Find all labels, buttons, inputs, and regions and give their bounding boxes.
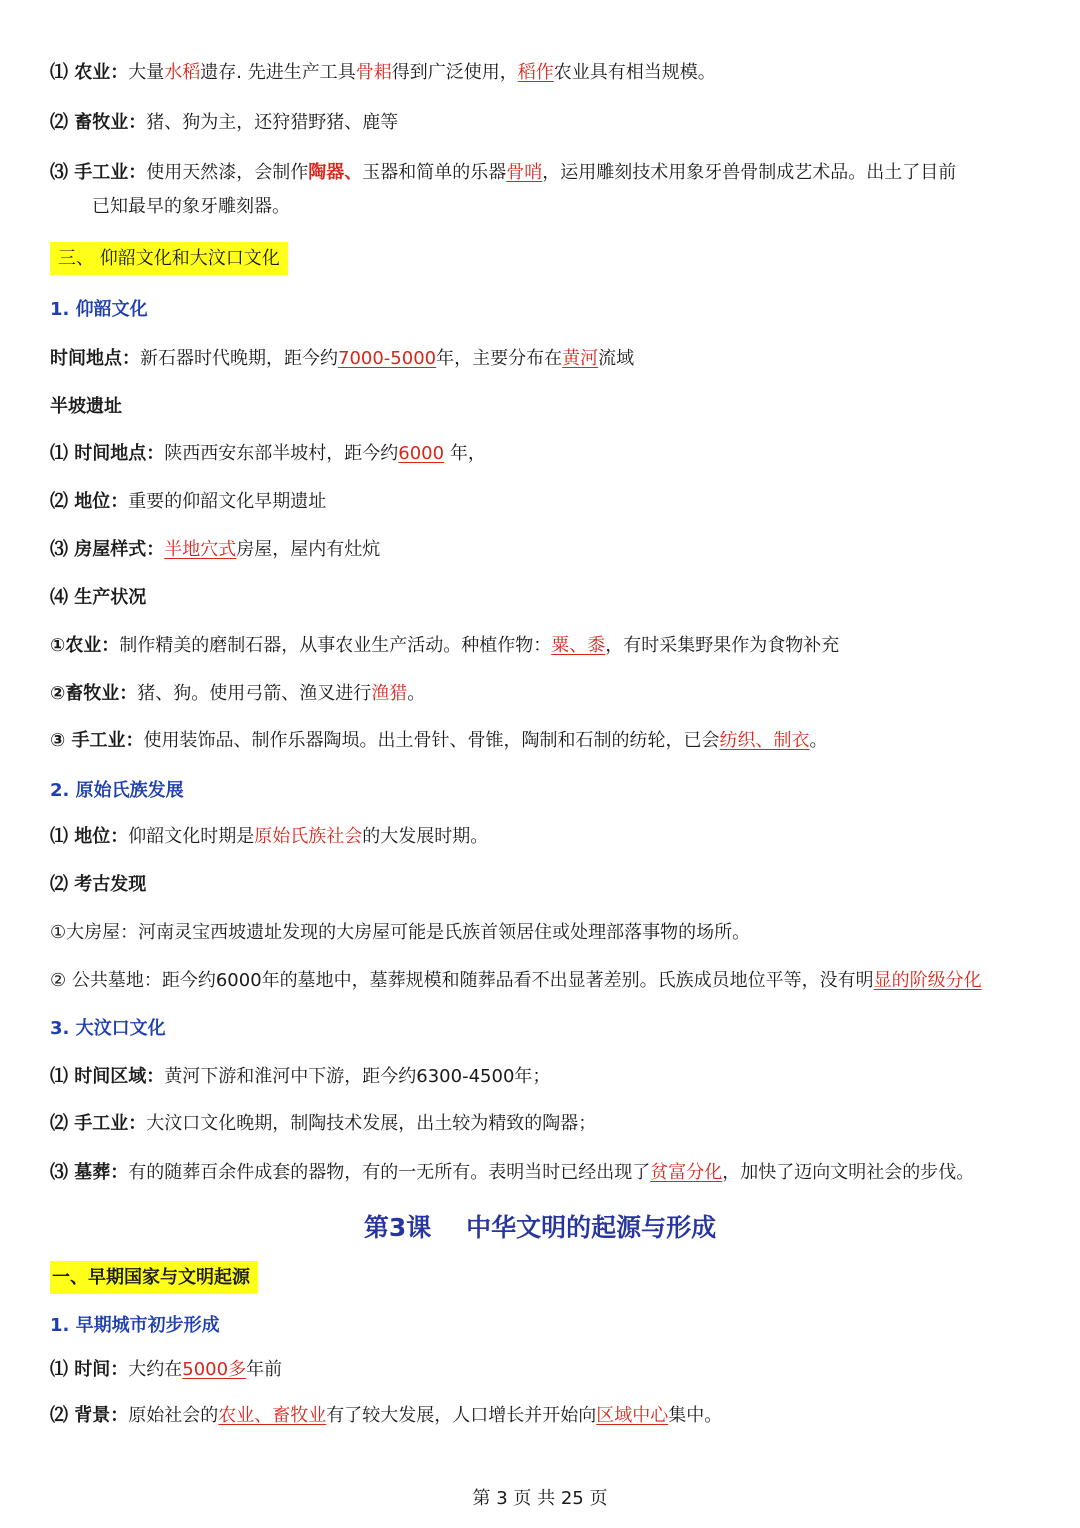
page-number-footer: 第 3 页 共 25 页 [472, 1488, 608, 1509]
line-label: ②畜牧业： [50, 683, 138, 704]
big-house-line: ①大房屋：河南灵宝西坡遗址发现的大房屋可能是氏族首领居住或处理部落事物的场所。 [50, 922, 751, 943]
text: 年， [444, 443, 486, 464]
banpo-agriculture-line [50, 631, 1040, 661]
subheading-yangshao: 1. 仰韶文化 [50, 299, 148, 320]
banpo-status-line [50, 487, 1040, 517]
city-time-line [50, 1355, 1040, 1385]
text: 大约在 [128, 1359, 183, 1380]
text: 大量 [128, 62, 165, 83]
text: 得到广泛使用， [391, 62, 518, 83]
line-label: ⑵ 畜牧业： [50, 112, 147, 133]
text: 重要的仰韶文化早期遗址 [128, 491, 327, 512]
line-label: ⑴ 时间区域： [50, 1066, 165, 1087]
line-label: ⑶ 房屋样式： [50, 539, 165, 560]
husbandry-line [50, 108, 1040, 138]
key-term: 农业、畜牧业 [218, 1405, 327, 1426]
key-term: 渔猎 [371, 683, 408, 704]
text: 。 [407, 683, 426, 704]
text: 猪、狗。使用弓箭、渔叉进行 [137, 683, 372, 704]
section-heading-3 [50, 244, 1040, 274]
key-term: 5000多 [182, 1359, 247, 1380]
text: 陕西西安东部半坡村，距今约 [164, 443, 399, 464]
line-label: ⑵ 地位： [50, 491, 129, 512]
archaeology-heading: ⑵ 考古发现 [50, 874, 147, 895]
production-heading: ⑷ 生产状况 [50, 587, 147, 608]
text: ，加快了迈向文明社会的步伐。 [722, 1162, 975, 1183]
line-label: ⑴ 地位： [50, 826, 129, 847]
text: ，有时采集野果作为食物补充 [605, 635, 840, 656]
house-style-line [50, 535, 1040, 565]
subheading-city: 1. 早期城市初步形成 [50, 1315, 220, 1336]
cemetery-line [50, 966, 1040, 996]
agriculture-line [50, 58, 1040, 88]
highlighted-heading: 三、 仰韶文化和大汶口文化 [50, 242, 288, 275]
text: 新石器时代晚期，距今约 [140, 348, 338, 369]
subheading-dawenkou: 3. 大汶口文化 [50, 1018, 166, 1039]
banpo-handicraft-line [50, 726, 1040, 756]
text: 使用天然漆，会制作 [146, 162, 309, 183]
text: 大汶口文化晚期，制陶技术发展，出土较为精致的陶器； [146, 1113, 597, 1134]
lesson-title: 第3课 中华文明的起源与形成 [363, 1213, 717, 1242]
line-label: ⑴ 时间地点： [50, 443, 165, 464]
banpo-husbandry-line [50, 679, 1040, 709]
key-term: 7000-5000 [338, 348, 437, 369]
handicraft-line-continued: 已知最早的象牙雕刻器。 [92, 196, 290, 217]
text: 原始社会的 [128, 1405, 219, 1426]
key-term: 粟、黍 [551, 635, 606, 656]
line-label: ⑵ 背景： [50, 1405, 129, 1426]
dawenkou-handicraft-line [50, 1109, 1040, 1139]
key-term: 稻作 [517, 62, 554, 83]
subheading-banpo: 半坡遗址 [50, 396, 122, 417]
key-term: 显的阶级分化 [873, 970, 982, 991]
time-place-line [50, 344, 1040, 374]
text: ② 公共墓地：距今约6000年的墓地中，墓葬规模和随葬品看不出显著差别。氏族成员地位平等，没有明 [50, 970, 874, 991]
key-term: 6000 [398, 443, 445, 464]
key-term: 原始氏族社会 [254, 826, 363, 847]
text: 年，主要分布在 [436, 348, 563, 369]
key-term: 贫富分化 [650, 1162, 723, 1183]
dawenkou-time-line [50, 1062, 1040, 1092]
text: 房屋，屋内有灶炕 [236, 539, 381, 560]
text: 有的随葬百余件成套的器物，有的一无所有。表明当时已经出现了 [128, 1162, 651, 1183]
section-heading-1 [50, 1263, 1040, 1293]
line-label: ⑶ 手工业： [50, 162, 147, 183]
key-term: 黄河 [562, 348, 599, 369]
text: ，运用雕刻技术用象牙兽骨制成艺术品。出土了目前 [542, 162, 957, 183]
text: 集中。 [668, 1405, 723, 1426]
text: 玉器和简单的乐器 [362, 162, 507, 183]
dawenkou-burial-line [50, 1158, 1040, 1188]
key-term: 纺织、制衣 [719, 730, 810, 751]
clan-status-line [50, 822, 1040, 852]
key-term: 水稻 [164, 62, 201, 83]
text: 年前 [246, 1359, 283, 1380]
city-background-line [50, 1401, 1040, 1431]
line-label: ①农业： [50, 635, 120, 656]
line-label: 时间地点： [50, 348, 140, 369]
text: 黄河下游和淮河中下游，距今约6300-4500年； [164, 1066, 551, 1087]
highlighted-heading: 一、早期国家与文明起源 [50, 1261, 258, 1294]
subheading-clan: 2. 原始氏族发展 [50, 780, 184, 801]
banpo-time-line [50, 439, 1040, 469]
key-term: 区域中心 [596, 1405, 669, 1426]
line-label: ⑴ 农业： [50, 62, 129, 83]
line-label: ⑶ 墓葬： [50, 1162, 129, 1183]
line-label: ⑵ 手工业： [50, 1113, 147, 1134]
key-term: 陶器、 [308, 162, 363, 183]
text: 遗存. 先进生产工具 [200, 62, 356, 83]
text: 制作精美的磨制石器，从事农业生产活动。种植作物： [119, 635, 552, 656]
line-label: ③ 手工业： [50, 730, 144, 751]
text: 仰韶文化时期是 [128, 826, 255, 847]
handicraft-line [50, 158, 1040, 188]
text: 有了较大发展，人口增长并开始向 [326, 1405, 597, 1426]
key-term: 骨哨 [506, 162, 543, 183]
text: 使用装饰品、制作乐器陶埙。出土骨针、骨锥，陶制和石制的纺轮，已会 [143, 730, 720, 751]
text: 农业具有相当规模。 [553, 62, 716, 83]
text: 的大发展时期。 [362, 826, 489, 847]
key-term: 半地穴式 [164, 539, 237, 560]
text: 猪、狗为主，还狩猎野猪、鹿等 [146, 112, 399, 133]
text: 。 [809, 730, 828, 751]
key-term: 骨耜 [355, 62, 392, 83]
line-label: ⑴ 时间： [50, 1359, 129, 1380]
text: 流域 [598, 348, 635, 369]
